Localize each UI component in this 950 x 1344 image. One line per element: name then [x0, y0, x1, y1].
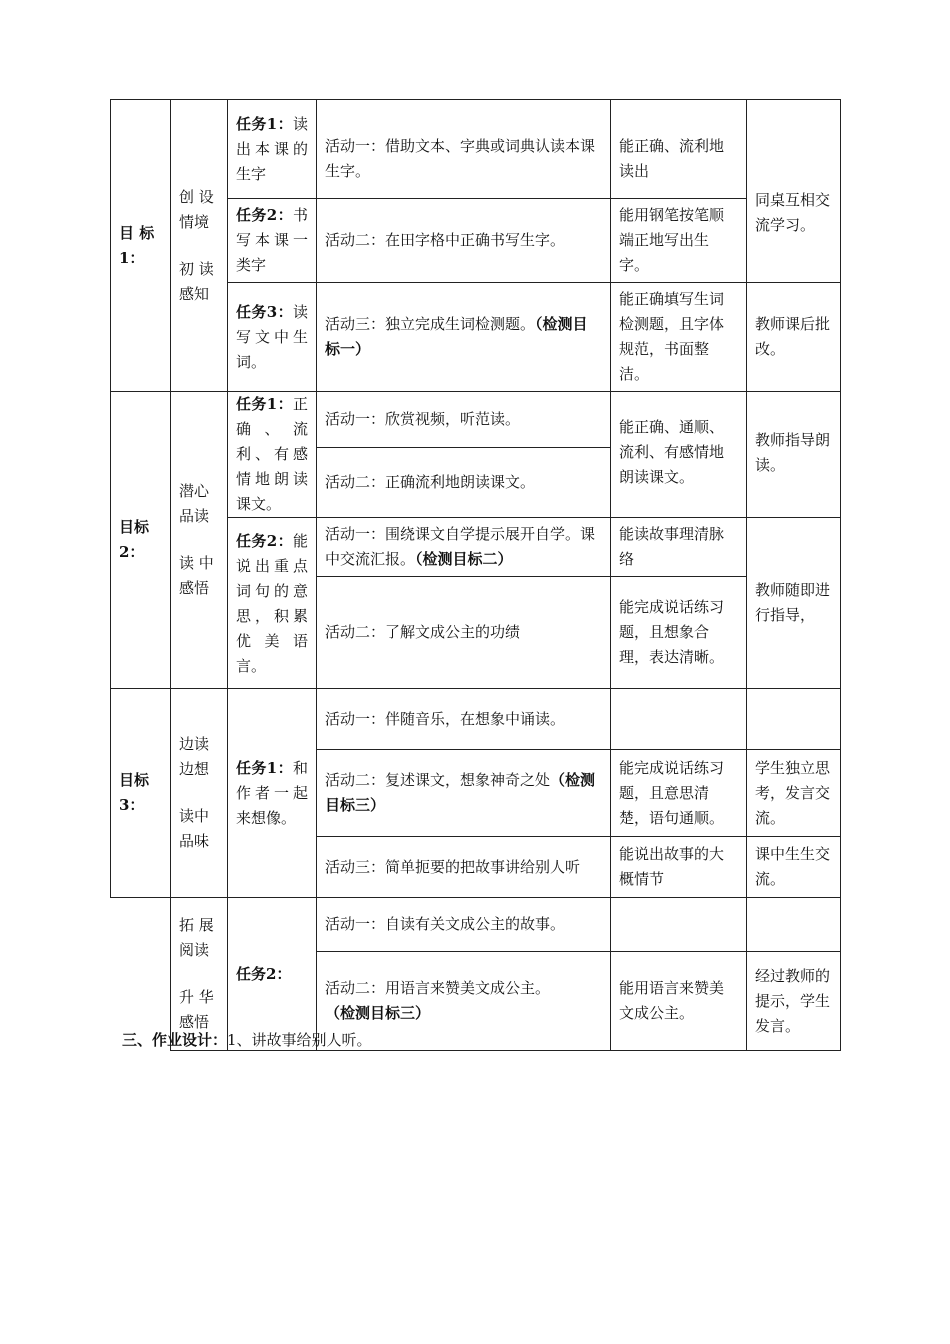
- task-text: 读出本课的生字: [236, 114, 308, 183]
- check-target: （检测目标三）: [325, 771, 596, 814]
- goal-2-cell: 目标 2：: [111, 392, 171, 689]
- evaluation-cell: 能正确填写生词检测题，且字体规范，书面整洁。: [611, 283, 747, 392]
- homework-line: [122, 1028, 372, 1052]
- stage-label: 潜心品读: [179, 482, 210, 525]
- homework-text: 1、讲故事给别人听。: [227, 1031, 372, 1049]
- stage-1-cell: [171, 100, 228, 392]
- evaluation-cell: 能完成说话练习题，且想象合理，表达清晰。: [611, 577, 747, 689]
- task-text: 读写文中生词。: [236, 302, 308, 371]
- stage-label: 创 设 情境: [179, 187, 214, 231]
- task-label: 任务3：: [236, 302, 293, 321]
- stage-label: 边读边想: [179, 735, 210, 778]
- stage-label: 升 华 感悟: [179, 988, 214, 1031]
- evaluation-cell: [611, 689, 747, 750]
- task-cell: [228, 518, 317, 689]
- task-cell: [228, 283, 317, 392]
- method-cell: 经过教师的提示，学生发言。: [747, 952, 841, 1051]
- task-cell: [228, 392, 317, 518]
- method-cell: 教师指导朗读。: [747, 392, 841, 518]
- task-text: 正确、流利、有感情地朗读课文。: [236, 395, 308, 513]
- task-label: 任务1：: [236, 114, 293, 133]
- check-target: （检测目标一）: [325, 315, 588, 358]
- evaluation-cell: 能用语言来赞美文成公主。: [611, 952, 747, 1051]
- task-text: 和作者一起来想像。: [236, 758, 308, 827]
- activity-cell: [317, 518, 611, 577]
- evaluation-cell: 能读故事理清脉络: [611, 518, 747, 577]
- activity-text: 活动三：独立完成生词检测题。: [325, 315, 536, 333]
- task-text: 书写本课一类字: [236, 206, 308, 274]
- task-cell: [228, 100, 317, 199]
- evaluation-cell: 能说出故事的大概情节: [611, 837, 747, 898]
- table-row: [111, 392, 841, 448]
- activity-cell: 活动二：在田字格中正确书写生字。: [317, 199, 611, 283]
- task-text: 能说出重点词句的意思，积累优美语言。: [236, 532, 308, 675]
- stage-label: 拓 展 阅读: [179, 916, 214, 959]
- activity-cell: [317, 750, 611, 837]
- stage-3-cell: [171, 689, 228, 898]
- evaluation-cell: 能用钢笔按笔顺端正地写出生字。: [611, 199, 747, 283]
- goal-3-cell: 目标 3：: [111, 689, 171, 898]
- task-label: 任务1：: [236, 395, 293, 413]
- method-cell: 同桌互相交流学习。: [747, 100, 841, 283]
- task-label: 任务1：: [236, 758, 293, 777]
- activity-text: 活动二：复述课文，想象神奇之处: [325, 771, 551, 789]
- task-label: 任务2：: [236, 532, 293, 550]
- activity-cell: 活动二：了解文成公主的功绩: [317, 577, 611, 689]
- activity-cell: 活动三：简单扼要的把故事讲给别人听: [317, 837, 611, 898]
- task-label: 任务2：: [236, 206, 293, 224]
- check-target: （检测目标三）: [325, 1004, 431, 1022]
- evaluation-cell: [611, 898, 747, 952]
- task-label: 任务2：: [236, 964, 292, 983]
- method-cell: 教师随即进行指导，: [747, 518, 841, 689]
- method-cell: [747, 689, 841, 750]
- evaluation-cell: 能正确、流利地读出: [611, 100, 747, 199]
- activity-text: 活动一：围绕课文自学提示展开自学。课中交流汇报。: [325, 525, 596, 568]
- activity-cell: 活动一：借助文本、字典或词典认读本课生字。: [317, 100, 611, 199]
- activity-cell: 活动二：正确流利地朗读课文。: [317, 447, 611, 517]
- evaluation-cell: 能正确、通顺、流利、有感情地朗读课文。: [611, 392, 747, 518]
- activity-cell: [317, 283, 611, 392]
- method-cell: 学生独立思考，发言交流。: [747, 750, 841, 837]
- activity-text: 活动二：用语言来赞美文成公主。: [325, 979, 551, 997]
- activity-cell: 活动一：伴随音乐，在想象中诵读。: [317, 689, 611, 750]
- activity-cell: 活动一：自读有关文成公主的故事。: [317, 898, 611, 952]
- activity-cell: 活动一：欣赏视频，听范读。: [317, 392, 611, 448]
- stage-2-cell: [171, 392, 228, 689]
- table-row: [111, 100, 841, 199]
- task-cell: [228, 689, 317, 898]
- table-row: [111, 689, 841, 750]
- method-cell: 教师课后批改。: [747, 283, 841, 392]
- check-target: （检测目标二）: [415, 550, 513, 568]
- stage-label: 初 读 感知: [179, 259, 214, 303]
- table-row: [111, 898, 841, 952]
- task-cell: [228, 199, 317, 283]
- stage-label: 读 中 感悟: [179, 554, 214, 597]
- method-cell: [747, 898, 841, 952]
- method-cell: 课中生生交流。: [747, 837, 841, 898]
- goal-1-cell: 目 标 1：: [111, 100, 171, 392]
- evaluation-cell: 能完成说话练习题，且意思清楚，语句通顺。: [611, 750, 747, 837]
- lesson-plan-table: [110, 99, 841, 1051]
- stage-label: 读中品味: [179, 807, 210, 850]
- homework-label: 三、作业设计：: [122, 1031, 228, 1049]
